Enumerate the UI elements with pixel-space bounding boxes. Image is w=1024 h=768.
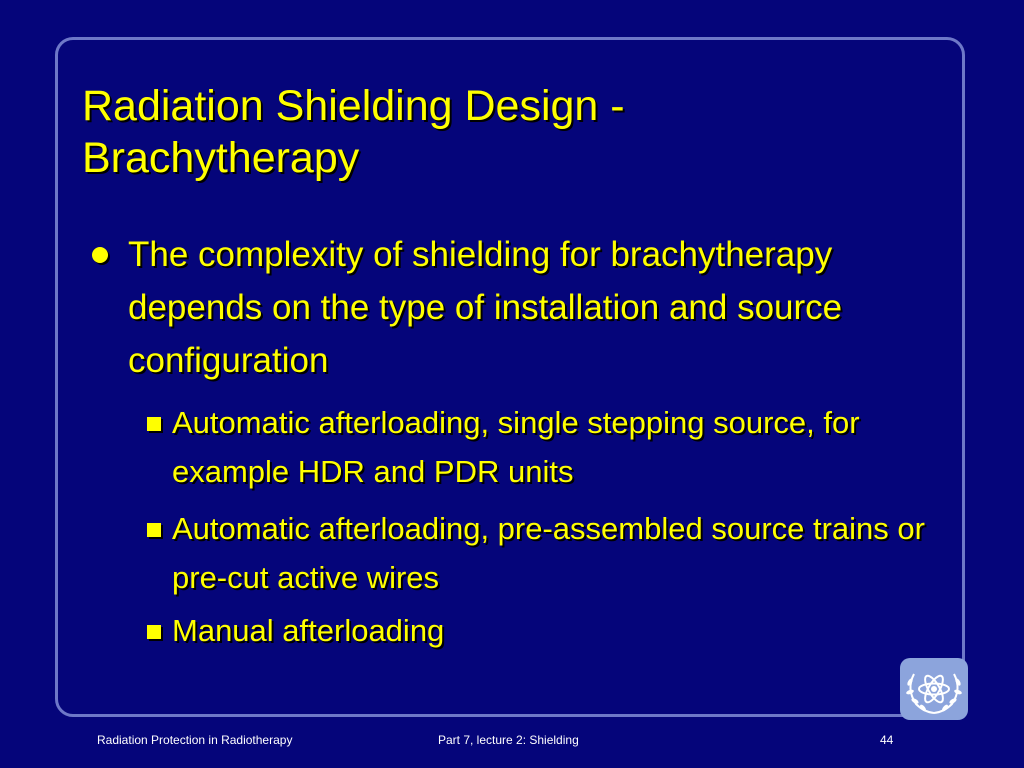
main-bullet-text: The complexity of shielding for brachytherapy depends on the type of installation and source configuration <box>128 235 843 380</box>
footer-page-number: 44 <box>880 733 894 747</box>
sub-bullet-text: Automatic afterloading, pre-assembled source trains or pre-cut active wires <box>172 511 925 595</box>
title-line-2: Brachytherapy <box>82 134 360 182</box>
sub-bullet-text: Manual afterloading <box>172 613 445 648</box>
iaea-logo <box>900 658 968 720</box>
round-bullet-icon <box>92 247 108 263</box>
square-bullet-icon <box>147 625 161 639</box>
sub-bullet-text: Automatic afterloading, single stepping source, for example HDR and PDR units <box>172 405 860 489</box>
sub-bullet-1 <box>142 398 932 496</box>
sub-bullet-2 <box>142 504 932 602</box>
iaea-atom-olive-wreath-icon <box>900 658 968 720</box>
main-bullet <box>90 228 910 387</box>
square-bullet-icon <box>147 523 161 537</box>
footer-lecture-title: Part 7, lecture 2: Shielding <box>438 733 579 747</box>
square-bullet-icon <box>147 417 161 431</box>
slide-title <box>82 80 942 184</box>
title-line-1: Radiation Shielding Design - <box>82 82 625 130</box>
footer-course-title: Radiation Protection in Radiotherapy <box>97 733 293 747</box>
sub-bullet-3 <box>142 606 932 655</box>
